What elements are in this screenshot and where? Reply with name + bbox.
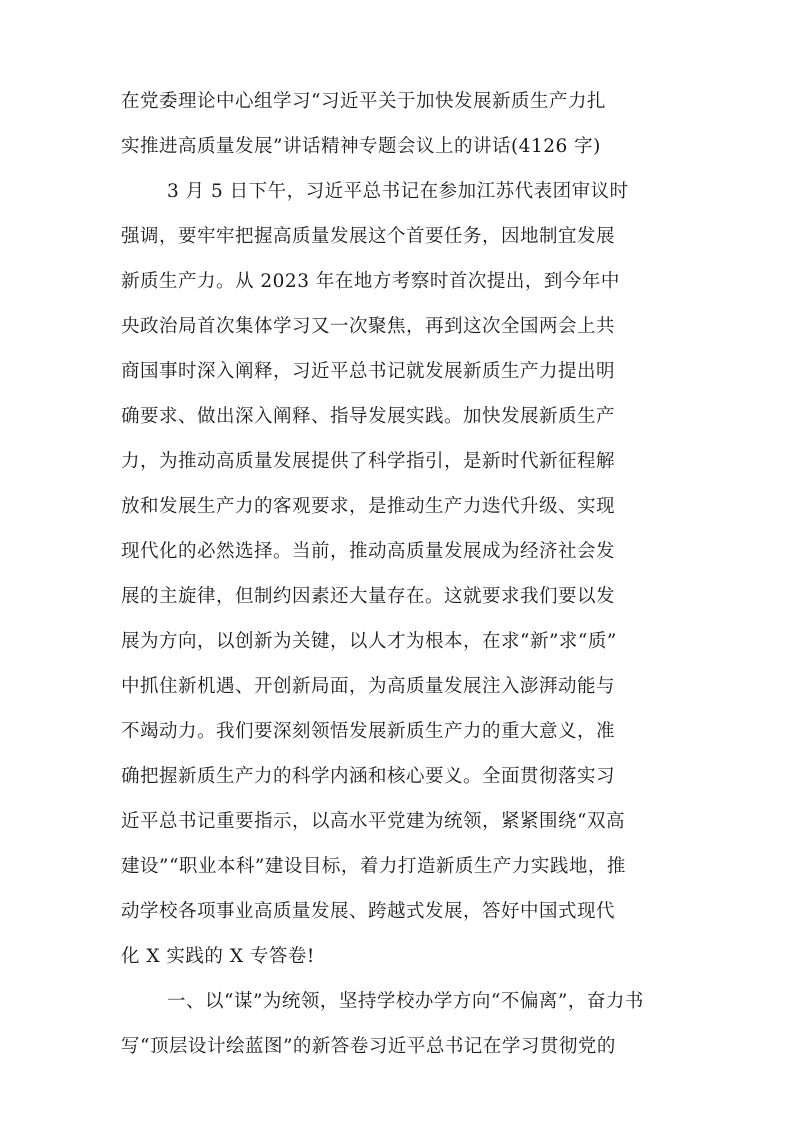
section-1-heading-line-1: 一、以“谋”为统领，坚持学校办学方向“不偏离”，奋力书 [167,991,644,1012]
paragraph-1-line-13: 不竭动力。我们要深刻领悟发展新质生产力的重大意义，准 [121,721,616,742]
paragraph-1-line-12: 中抓住新机遇、开创新局面，为高质量发展注入澎湃动能与 [121,676,616,697]
paragraph-1-line-17: 动学校各项事业高质量发展、跨越式发展，答好中国式现代 [121,901,616,922]
paragraph-1-line-2: 强调，要牢牢把握高质量发展这个首要任务，因地制宜发展 [121,226,616,247]
paragraph-1-line-7: 力，为推动高质量发展提供了科学指引，是新时代新征程解 [121,451,616,472]
paragraph-1-line-3: 新质生产力。从 2023 年在地方考察时首次提出，到今年中 [121,271,620,292]
title-line-2: 实推进高质量发展”讲话精神专题会议上的讲话(4126 字) [121,136,601,157]
paragraph-1-line-11: 展为方向，以创新为关键，以人才为根本，在求“新”求“质” [121,631,617,652]
paragraph-1-line-14: 确把握新质生产力的科学内涵和核心要义。全面贯彻落实习 [121,766,616,787]
title-line-1: 在党委理论中心组学习“习近平关于加快发展新质生产力扎 [121,91,606,112]
paragraph-1-line-10: 展的主旋律，但制约因素还大量存在。这就要求我们要以发 [121,586,616,607]
paragraph-1-line-15: 近平总书记重要指示，以高水平党建为统领，紧紧围绕“双高 [121,811,625,832]
section-1-heading-line-2: 写“顶层设计绘蓝图”的新答卷习近平总书记在学习贯彻党的 [121,1036,616,1057]
paragraph-1-line-9: 现代化的必然选择。当前，推动高质量发展成为经济社会发 [121,541,616,562]
paragraph-1-line-4: 央政治局首次集体学习又一次聚焦，再到这次全国两会上共 [121,316,616,337]
paragraph-1-line-1: 3 月 5 日下午，习近平总书记在参加江苏代表团审议时 [167,181,629,202]
paragraph-1-line-8: 放和发展生产力的客观要求，是推动生产力迭代升级、实现 [121,496,616,517]
paragraph-1-line-18: 化 X 实践的 X 专答卷! [121,946,315,967]
paragraph-1-line-6: 确要求、做出深入阐释、指导发展实践。加快发展新质生产 [121,406,616,427]
paragraph-1-line-5: 商国事时深入阐释，习近平总书记就发展新质生产力提出明 [121,361,616,382]
paragraph-1-line-16: 建设”“职业本科”建设目标，着力打造新质生产力实践地，推 [121,856,626,877]
